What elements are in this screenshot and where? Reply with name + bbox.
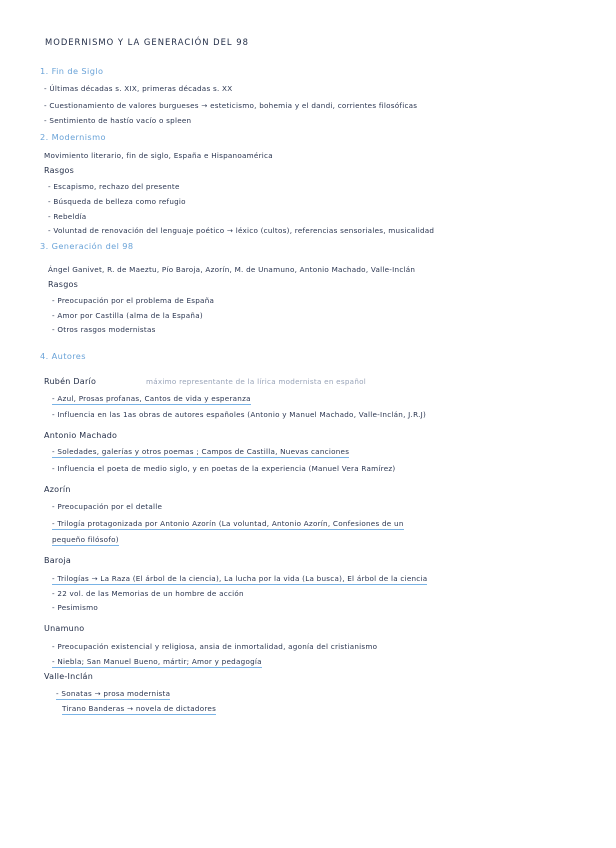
list-item: - Otros rasgos modernistas — [52, 325, 156, 334]
list-item: - Últimas décadas s. XIX, primeras décadas s. XX — [44, 84, 233, 93]
section-heading: 2. Modernismo — [40, 132, 106, 142]
author-name: Baroja — [44, 556, 72, 565]
author-tagline: máximo representante de la lírica modernista en español — [146, 377, 367, 386]
works-line: Tirano Banderas → novela de dictadores — [62, 704, 217, 713]
list-item: - Rebeldía — [48, 212, 87, 221]
subheading: Rasgos — [44, 166, 75, 175]
works-line: - Niebla; San Manuel Bueno, mártir; Amor y pedagogía — [52, 657, 262, 666]
works-line: pequeño filósofo) — [52, 535, 119, 544]
list-item: - Preocupación por el detalle — [52, 502, 163, 511]
works-line: - Trilogía protagonizada por Antonio Azorín (La voluntad, Antonio Azorín, Confesiones de un — [52, 519, 404, 528]
list-item — [56, 690, 170, 697]
list-item — [62, 705, 216, 712]
list-item — [52, 658, 262, 665]
works-line: - Trilogías → La Raza (El árbol de la ciencia), La lucha por la vida (La busca), El árbol de la ciencia — [52, 574, 428, 583]
list-item — [52, 395, 251, 402]
author-name: Valle-Inclán — [44, 672, 94, 681]
list-item: - Escapismo, rechazo del presente — [48, 182, 180, 191]
list-item: - Cuestionamiento de valores burgueses → esteticismo, bohemia y el dandi, corrientes filosóficas — [44, 101, 418, 110]
works-line: - Sonatas → prosa modernista — [56, 689, 171, 698]
page-title: MODERNISMO Y LA GENERACIÓN DEL 98 — [45, 37, 249, 47]
list-item: - Influencia en las 1as obras de autores españoles (Antonio y Manuel Machado, Valle-Inclán, J.R.J) — [52, 410, 427, 419]
list-item: - Influencia el poeta de medio siglo, y en poetas de la experiencia (Manuel Vera Ramírez) — [52, 464, 396, 473]
list-item: - 22 vol. de las Memorias de un hombre de acción — [52, 589, 244, 598]
author-name: Unamuno — [44, 624, 85, 633]
list-item: - Preocupación por el problema de España — [52, 296, 215, 305]
list-item: - Voluntad de renovación del lenguaje poético → léxico (cultos), referencias sensoriales, musicalidad — [48, 226, 435, 235]
subheading: Rasgos — [48, 280, 79, 289]
section-heading: 1. Fin de Siglo — [40, 66, 104, 76]
section-intro: Ángel Ganivet, R. de Maeztu, Pío Baroja, Azorín, M. de Unamuno, Antonio Machado, Valle-Inclán — [48, 265, 416, 274]
list-item: - Preocupación existencial y religiosa, ansia de inmortalidad, agonía del cristianismo — [52, 642, 378, 651]
section-intro: Movimiento literario, fin de siglo, España e Hispanoamérica — [44, 151, 273, 160]
list-item: - Amor por Castilla (alma de la España) — [52, 311, 203, 320]
list-item: - Sentimiento de hastío vacío o spleen — [44, 116, 192, 125]
section-heading: 4. Autores — [40, 351, 86, 361]
list-item: - Pesimismo — [52, 603, 99, 612]
author-name: Antonio Machado — [44, 431, 118, 440]
list-item — [52, 575, 427, 582]
author-name: Azorín — [44, 485, 71, 494]
author-name: Rubén Darío — [44, 377, 97, 386]
list-item — [52, 448, 349, 455]
section-heading: 3. Generación del 98 — [40, 241, 134, 251]
list-item — [52, 520, 404, 527]
list-item: - Búsqueda de belleza como refugio — [48, 197, 186, 206]
works-line: - Azul, Prosas profanas, Cantos de vida y esperanza — [52, 394, 251, 403]
works-line: - Soledades, galerías y otros poemas ; Campos de Castilla, Nuevas canciones — [52, 447, 350, 456]
list-item — [52, 536, 119, 543]
